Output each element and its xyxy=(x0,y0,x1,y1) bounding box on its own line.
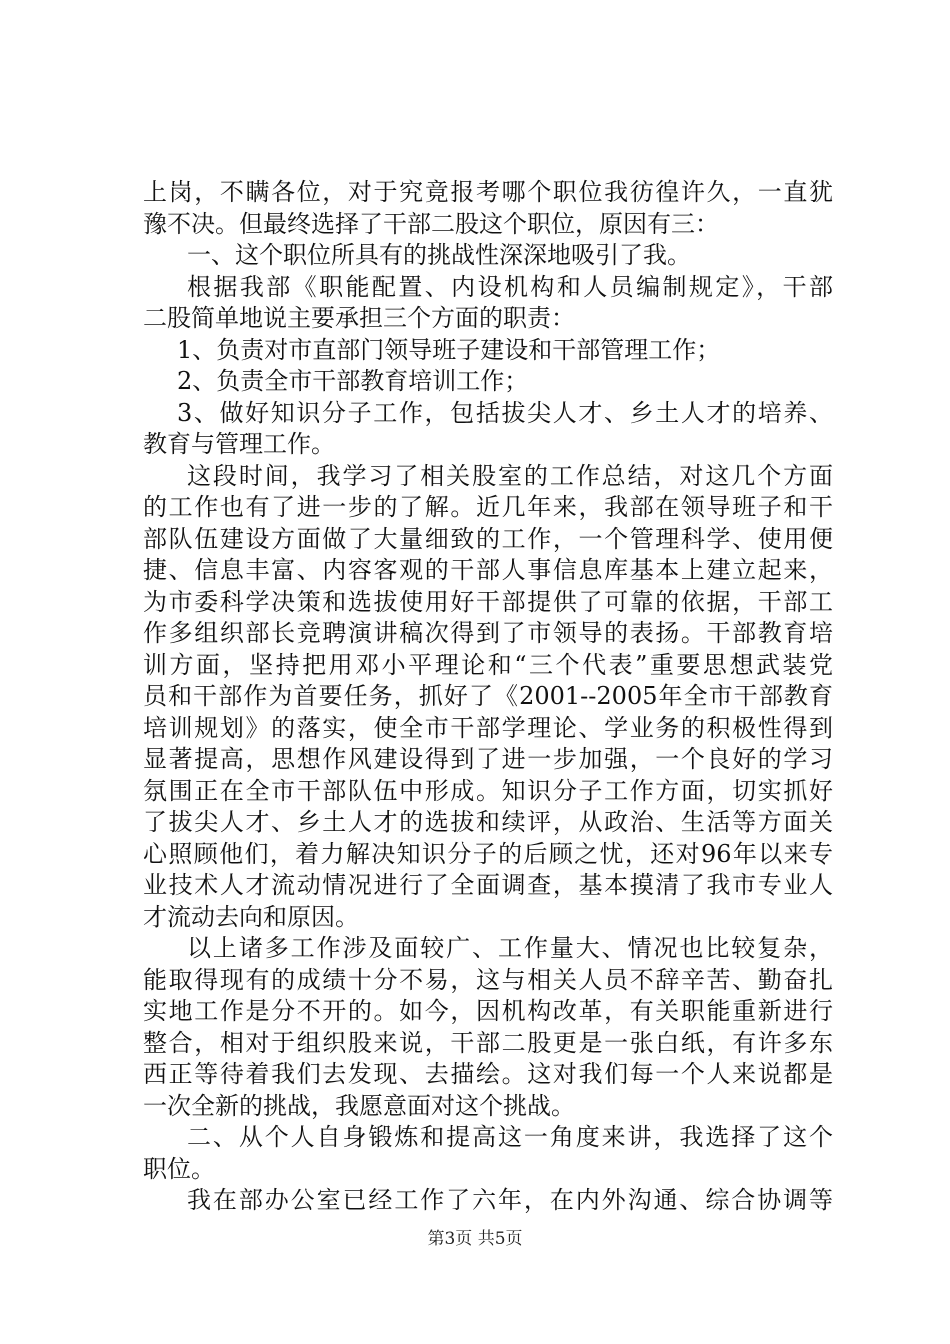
text-line: 职位。 xyxy=(143,1154,215,1183)
text-line: 一次全新的挑战，我愿意面对这个挑战。 xyxy=(143,1091,575,1120)
text-line: 训方面，坚持把用邓小平理论和“三个代表”重要思想武装党 xyxy=(143,650,833,679)
text-line: 培训规划》的落实，使全市干部学理论、学业务的积极性得到 xyxy=(143,713,833,742)
text-line: 了拔尖人才、乡土人才的选拔和续评，从政治、生活等方面关 xyxy=(143,808,833,836)
text-line: 实地工作是分不开的。如今，因机构改革，有关职能重新进行 xyxy=(143,997,833,1025)
page-footer: 第3页 共5页 xyxy=(427,1229,523,1249)
text-line: 2、负责全市干部教育培训工作； xyxy=(177,367,529,395)
text-line: 1、负责对市直部门领导班子建设和干部管理工作； xyxy=(177,335,721,364)
text-line: 以上诸多工作涉及面较广、工作量大、情况也比较复杂， xyxy=(187,934,833,962)
text-line: 作多组织部长竞聘演讲稿次得到了市领导的表扬。干部教育培 xyxy=(143,619,833,647)
text-line: 员和干部作为首要任务，抓好了《2001--2005年全市干部教育 xyxy=(143,682,833,710)
text-line: 豫不决。但最终选择了干部二股这个职位，原因有三： xyxy=(143,209,719,238)
text-line: 氛围正在全市干部队伍中形成。知识分子工作方面，切实抓好 xyxy=(143,776,833,805)
text-line: 教育与管理工作。 xyxy=(143,430,335,458)
text-line: 部队伍建设方面做了大量细致的工作，一个管理科学、使用便 xyxy=(143,524,833,553)
text-line: 心照顾他们，着力解决知识分子的后顾之忧，还对96年以来专 xyxy=(143,839,833,868)
text-line: 上岗，不瞒各位，对于究竟报考哪个职位我彷徨许久，一直犹 xyxy=(143,178,833,206)
text-line: 才流动去向和原因。 xyxy=(143,902,359,931)
text-line: 这段时间，我学习了相关股室的工作总结，对这几个方面 xyxy=(187,461,833,490)
text-line: 二、从个人自身锻炼和提高这一角度来讲，我选择了这个 xyxy=(187,1123,833,1151)
text-line: 能取得现有的成绩十分不易，这与相关人员不辞辛苦、勤奋扎 xyxy=(143,965,833,994)
document-body xyxy=(143,177,833,1217)
text-line: 整合，相对于组织股来说，干部二股更是一张白纸，有许多东 xyxy=(143,1028,833,1057)
text-line: 二股简单地说主要承担三个方面的职责： xyxy=(143,304,575,332)
text-line: 一、这个职位所具有的挑战性深深地吸引了我。 xyxy=(187,241,691,269)
text-line: 的工作也有了进一步的了解。近几年来，我部在领导班子和干 xyxy=(143,493,833,521)
text-line: 西正等待着我们去发现、去描绘。这对我们每一个人来说都是 xyxy=(143,1060,833,1088)
text-line: 根据我部《职能配置、内设机构和人员编制规定》，干部 xyxy=(187,272,833,301)
text-line: 显著提高，思想作风建设得到了进一步加强，一个良好的学习 xyxy=(143,745,833,773)
text-line: 为市委科学决策和选拔使用好干部提供了可靠的依据，干部工 xyxy=(143,587,833,616)
text-line: 业技术人才流动情况进行了全面调查，基本摸清了我市专业人 xyxy=(143,871,833,899)
text-line: 我在部办公室已经工作了六年，在内外沟通、综合协调等 xyxy=(187,1186,833,1214)
text-line: 3、做好知识分子工作，包括拔尖人才、乡土人才的培养、 xyxy=(177,398,833,427)
text-line: 捷、信息丰富、内容客观的干部人事信息库基本上建立起来， xyxy=(143,556,833,584)
